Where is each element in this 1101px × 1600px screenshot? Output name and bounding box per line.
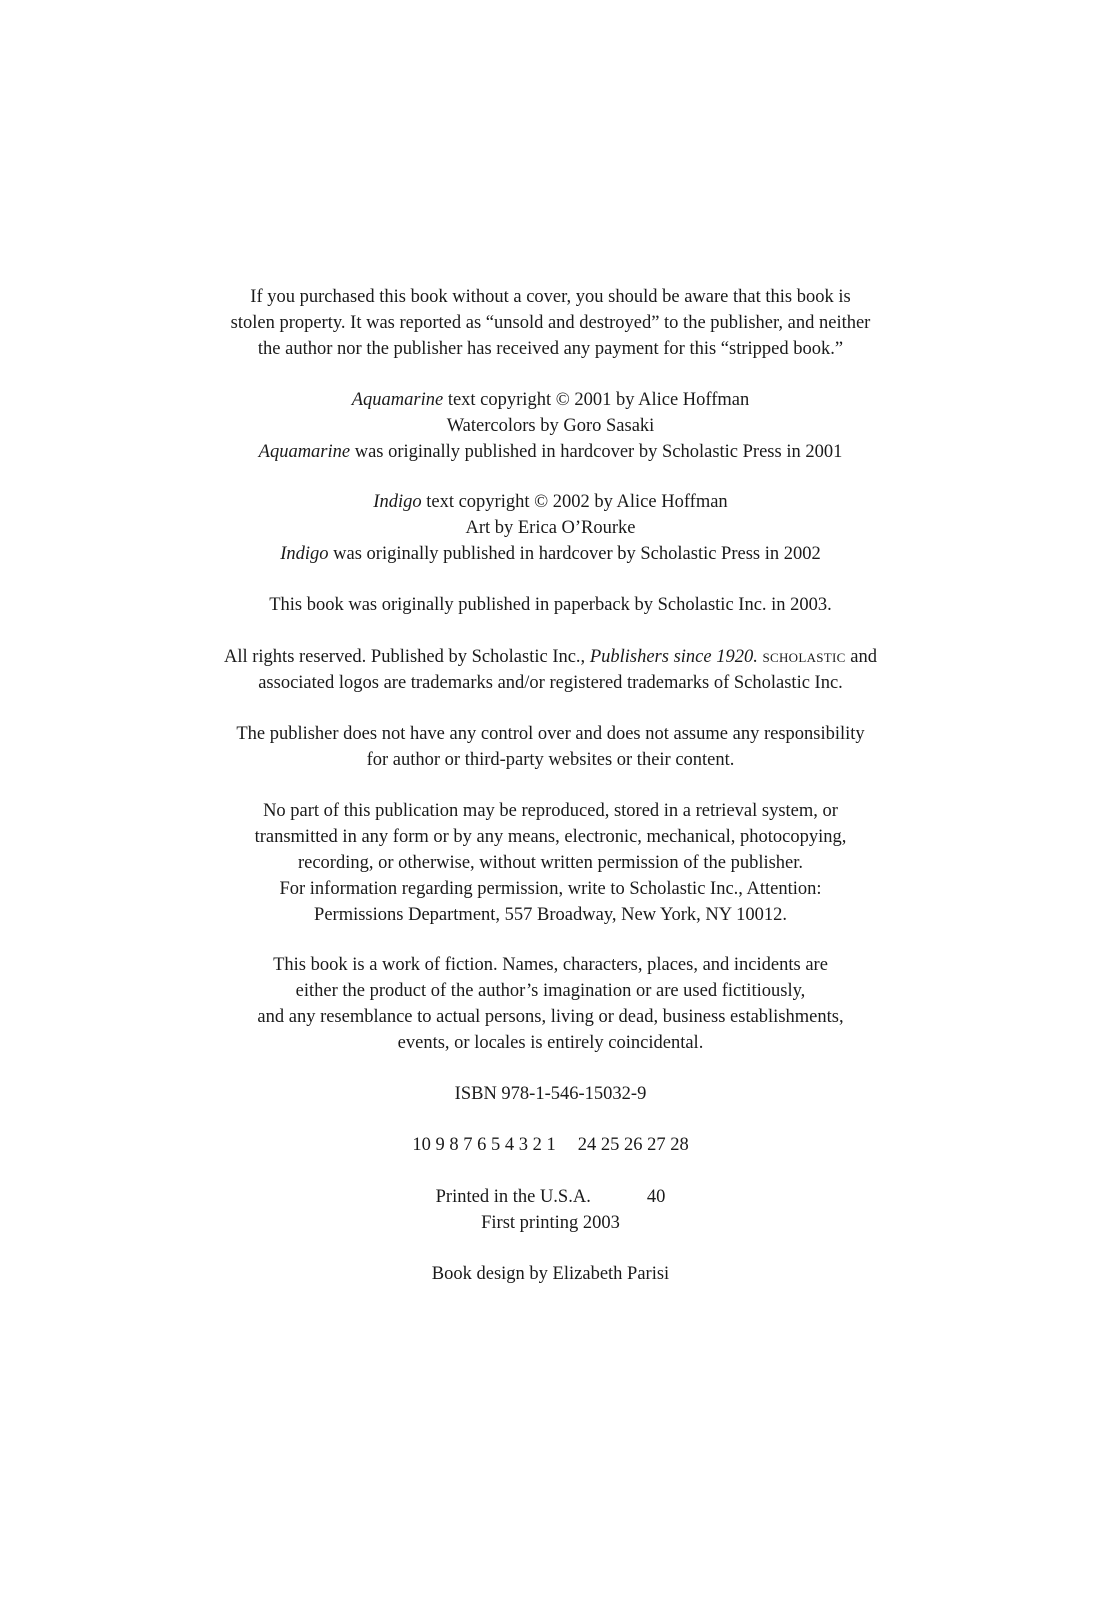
- websites-disclaimer: [0, 721, 1101, 773]
- reproduction-line-2: transmitted in any form or by any means, electronic, mechanical, photocopying,: [254, 827, 847, 847]
- isbn: ISBN 978-1-546-15032-9: [454, 1084, 647, 1104]
- reproduction-line-3: recording, or otherwise, without written permission of the publisher.: [297, 853, 804, 873]
- design-credit-block: [0, 1261, 1101, 1287]
- publishers-since-text: Publishers since 1920.: [589, 647, 758, 667]
- isbn-block: [0, 1081, 1101, 1107]
- aquamarine-credits: [0, 387, 1101, 465]
- indigo-publication: [0, 541, 1101, 567]
- indigo-title-2: Indigo: [280, 544, 329, 564]
- printing-info: [0, 1184, 1101, 1236]
- rights-text: All rights reserved. Published by Scholastic Inc.,: [223, 647, 590, 667]
- indigo-copyright: [0, 489, 1101, 515]
- websites-line-1: The publisher does not have any control over and does not assume any responsibility: [236, 724, 865, 744]
- aquamarine-title-2: Aquamarine: [258, 442, 351, 462]
- printed-location: Printed in the U.S.A.: [435, 1187, 591, 1207]
- reproduction-line-5: Permissions Department, 557 Broadway, New York, NY 10012.: [314, 905, 787, 925]
- paperback-note: [0, 592, 1101, 618]
- rights-statement: [0, 644, 1101, 696]
- first-printing: First printing 2003: [481, 1213, 620, 1233]
- indigo-credits: [0, 489, 1101, 567]
- cover-notice-line-3: the author nor the publisher has received any payment for this “stripped book.”: [257, 339, 844, 359]
- fiction-line-3: and any resemblance to actual persons, living or dead, business establishments,: [257, 1007, 844, 1027]
- fiction-line-2: either the product of the author’s imagination or are used fictitiously,: [295, 981, 806, 1001]
- cover-notice-line-2: stolen property. It was reported as “unsold and destroyed” to the publisher, and neither: [230, 313, 871, 333]
- cover-notice-line-1: If you purchased this book without a cover, you should be aware that this book is: [250, 287, 851, 307]
- fiction-disclaimer: [0, 952, 1101, 1056]
- scholastic-brand: scholastic: [762, 647, 846, 667]
- fiction-line-1: This book is a work of fiction. Names, characters, places, and incidents are: [273, 955, 828, 975]
- indigo-title: Indigo: [373, 492, 422, 512]
- rights-line-2: associated logos are trademarks and/or registered trademarks of Scholastic Inc.: [258, 673, 843, 693]
- indigo-copyright-text: text copyright © 2002 by Alice Hoffman: [426, 492, 728, 512]
- fiction-line-4: events, or locales is entirely coincidental.: [397, 1033, 704, 1053]
- impression-numbers: 10 9 8 7 6 5 4 3 2 1: [412, 1135, 556, 1155]
- reproduction-line-1: No part of this publication may be reproduced, stored in a retrieval system, or: [263, 801, 838, 821]
- rights-and-text: and: [845, 647, 877, 667]
- cover-notice: [0, 284, 1101, 362]
- printing-numbers: [0, 1132, 1101, 1158]
- indigo-published-text: was originally published in hardcover by Scholastic Press in 2002: [333, 544, 821, 564]
- reproduction-line-4: For information regarding permission, write to Scholastic Inc., Attention:: [279, 879, 822, 899]
- aquamarine-publication: [0, 439, 1101, 465]
- printed-line: [0, 1184, 1101, 1210]
- websites-line-2: for author or third-party websites or their content.: [366, 750, 735, 770]
- aquamarine-published-text: was originally published in hardcover by Scholastic Press in 2001: [354, 442, 843, 462]
- printer-code: 40: [646, 1187, 666, 1207]
- aquamarine-copyright-text: text copyright © 2001 by Alice Hoffman: [447, 390, 750, 410]
- printing-numbers-line: [412, 1132, 688, 1158]
- rights-line-1: [0, 644, 1101, 670]
- paperback-note-text: This book was originally published in paperback by Scholastic Inc. in 2003.: [269, 595, 832, 615]
- reproduction-notice: [0, 798, 1101, 928]
- aquamarine-watercolors: Watercolors by Goro Sasaki: [446, 416, 655, 436]
- aquamarine-copyright: [0, 387, 1101, 413]
- design-credit: Book design by Elizabeth Parisi: [431, 1264, 670, 1284]
- aquamarine-title: Aquamarine: [351, 390, 444, 410]
- indigo-art: Art by Erica O’Rourke: [465, 518, 636, 538]
- printing-years: 24 25 26 27 28: [577, 1135, 689, 1155]
